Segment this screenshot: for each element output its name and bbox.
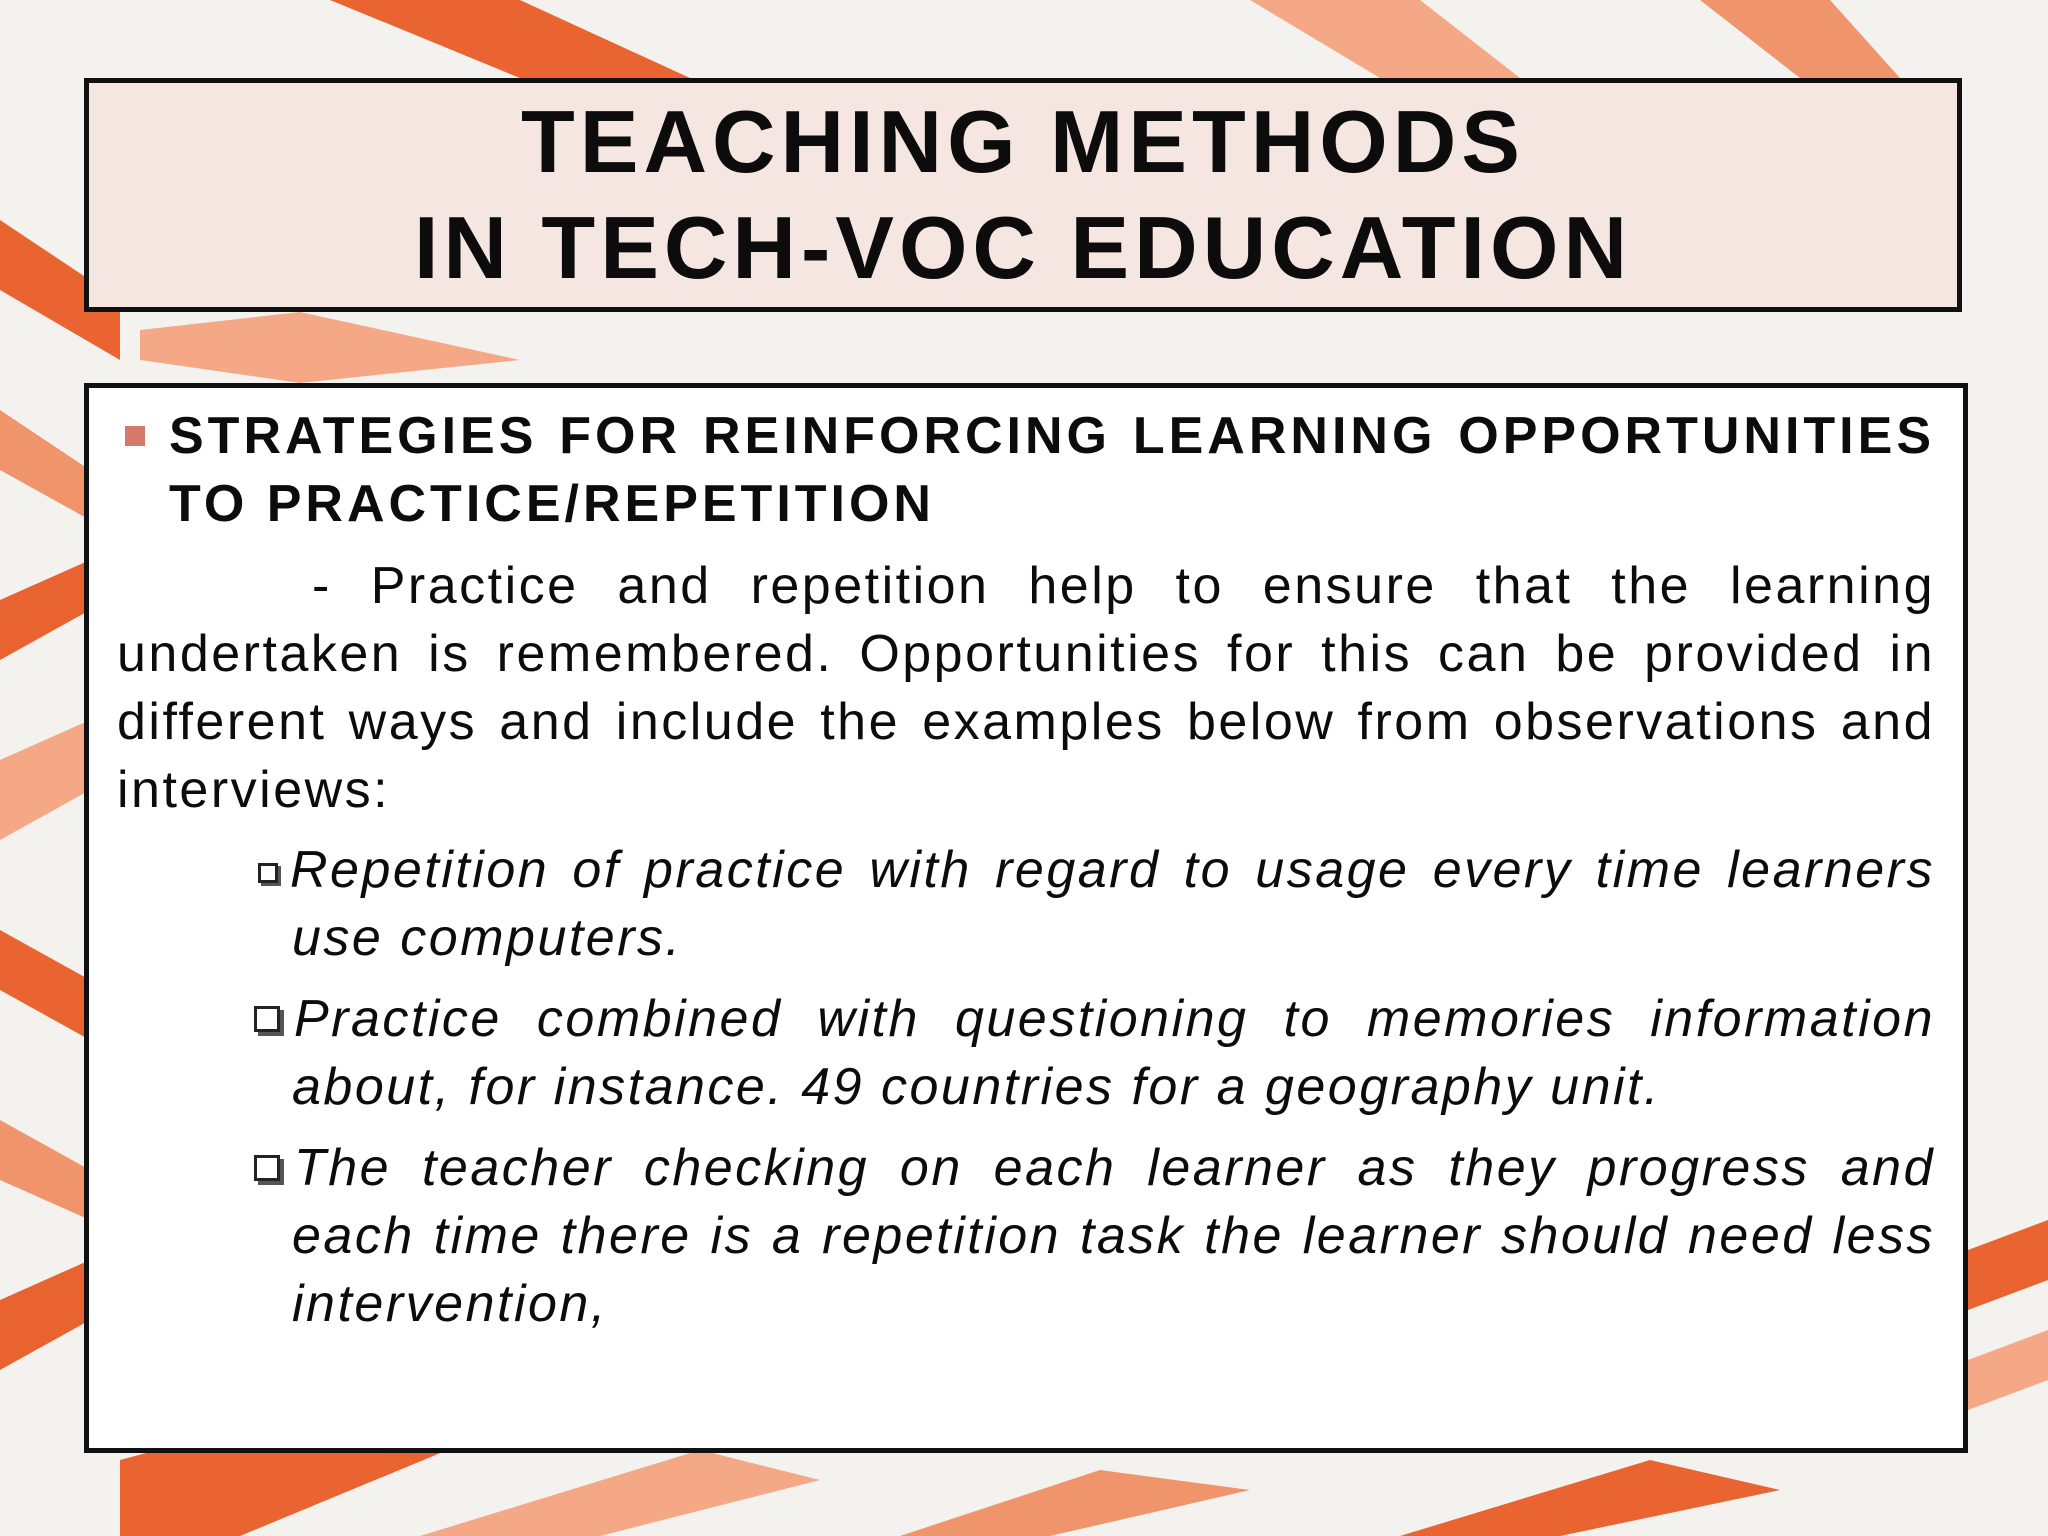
title-line-1: TEACHING METHODS [521,92,1525,191]
list-item-text: Practice combined with questioning to memories information about, for instance. 49 countries for a geography unit. [292,990,1935,1116]
list-item [117,1134,1935,1338]
checkbox-square-icon [254,1006,280,1032]
section-heading [117,402,1935,538]
body-paragraph: - Practice and repetition help to ensure that the learning undertaken is remembered. Opportunities for this can be provided in different ways and include the examples below from observations and interviews: [117,557,1935,819]
list-item-text: The teacher checking on each learner as they progress and each time there is a repetition task the learner should need less intervention, [292,1139,1935,1333]
list-item [117,836,1935,972]
list-item-text: Repetition of practice with regard to usage every time learners use computers. [290,841,1935,967]
title-line-2: IN TECH-VOC EDUCATION [413,198,1633,297]
example-list [117,836,1935,1338]
section-heading-text: STRATEGIES FOR REINFORCING LEARNING OPPORTUNITIES TO PRACTICE/REPETITION [169,407,1935,533]
square-bullet-icon [125,426,145,446]
checkbox-square-icon [254,1155,280,1181]
title-banner [84,78,1962,312]
content-panel [84,383,1968,1453]
checkbox-square-icon [258,863,278,883]
list-item [117,985,1935,1121]
